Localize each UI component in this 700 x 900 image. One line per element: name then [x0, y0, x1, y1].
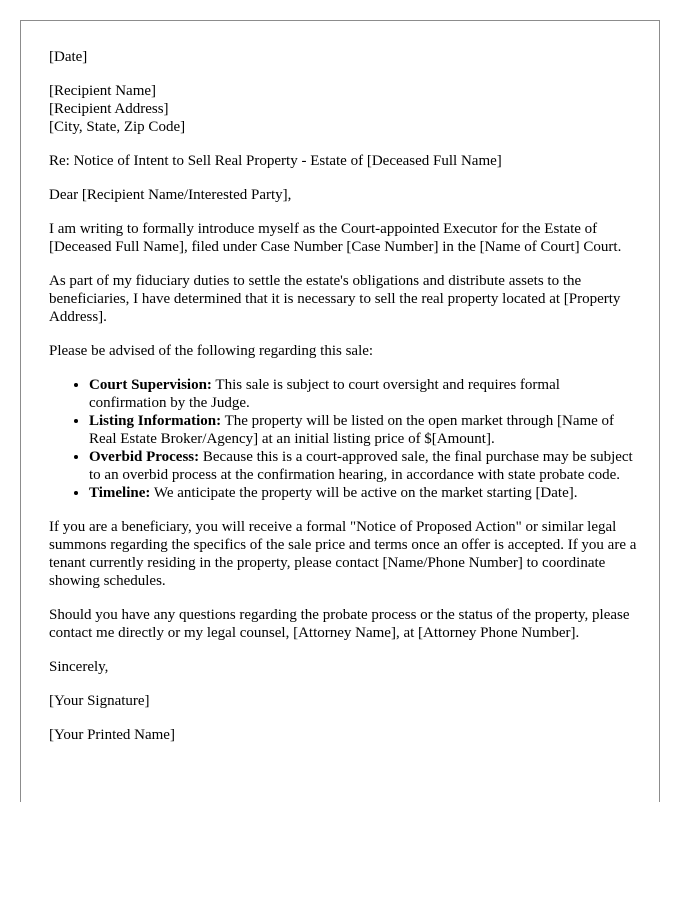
signature: [Your Signature]: [49, 693, 150, 709]
salutation: Dear [Recipient Name/Interested Party],: [49, 187, 292, 203]
list-item-label: Listing Information:: [89, 413, 222, 429]
recipient-name: [Recipient Name]: [49, 83, 157, 99]
subject-line: Re: Notice of Intent to Sell Real Property - Estate of [Deceased Full Name]: [49, 153, 502, 169]
letter-body: [49, 48, 639, 744]
printed-name: [Your Printed Name]: [49, 727, 175, 743]
intro-paragraph: I am writing to formally introduce myself as the Court-appointed Executor for the Estate of [Deceased Full Name], filed under Case Number [Case Number] in the [Name of Court] Court.: [49, 221, 622, 255]
list-item-label: Timeline:: [89, 485, 151, 501]
recipient-block: [49, 82, 639, 136]
list-item-text: Because this is a court-approved sale, the final purchase may be subject to an overbid process at the confirmation hearing, in accordance with state probate code.: [89, 449, 633, 483]
recipient-city-state-zip: [City, State, Zip Code]: [49, 119, 186, 135]
recipient-address: [Recipient Address]: [49, 101, 169, 117]
list-item-listing-information: [89, 412, 639, 448]
letter-date: [Date]: [49, 49, 88, 65]
beneficiary-paragraph: If you are a beneficiary, you will receive a formal "Notice of Proposed Action" or similar legal summons regarding the specifics of the sale price and terms once an offer is accepted. If you are a tenant currently residing in the property, please contact [Name/Phone Number] to coordinate showing schedules.: [49, 519, 637, 589]
list-item-overbid-process: [89, 448, 639, 484]
questions-paragraph: Should you have any questions regarding the probate process or the status of the property, please contact me directly or my legal counsel, [Attorney Name], at [Attorney Phone Number].: [49, 607, 630, 641]
closing: Sincerely,: [49, 659, 109, 675]
sale-details-list: [49, 376, 639, 502]
list-item-text: We anticipate the property will be active on the market starting [Date].: [150, 485, 578, 501]
letter-page: [20, 20, 660, 802]
list-item-court-supervision: [89, 376, 639, 412]
list-intro: Please be advised of the following regarding this sale:: [49, 343, 374, 359]
list-item-text: The property will be listed on the open market through [Name of Real Estate Broker/Agency] at an initial listing price of $[Amount].: [89, 413, 615, 447]
list-item-label: Court Supervision:: [89, 377, 212, 393]
duties-paragraph: As part of my fiduciary duties to settle the estate's obligations and distribute assets to the beneficiaries, I have determined that it is necessary to sell the real property located at [Property Address].: [49, 273, 621, 325]
list-item-label: Overbid Process:: [89, 449, 200, 465]
list-item-text: This sale is subject to court oversight and requires formal confirmation by the Judge.: [89, 377, 560, 411]
list-item-timeline: [89, 484, 639, 502]
